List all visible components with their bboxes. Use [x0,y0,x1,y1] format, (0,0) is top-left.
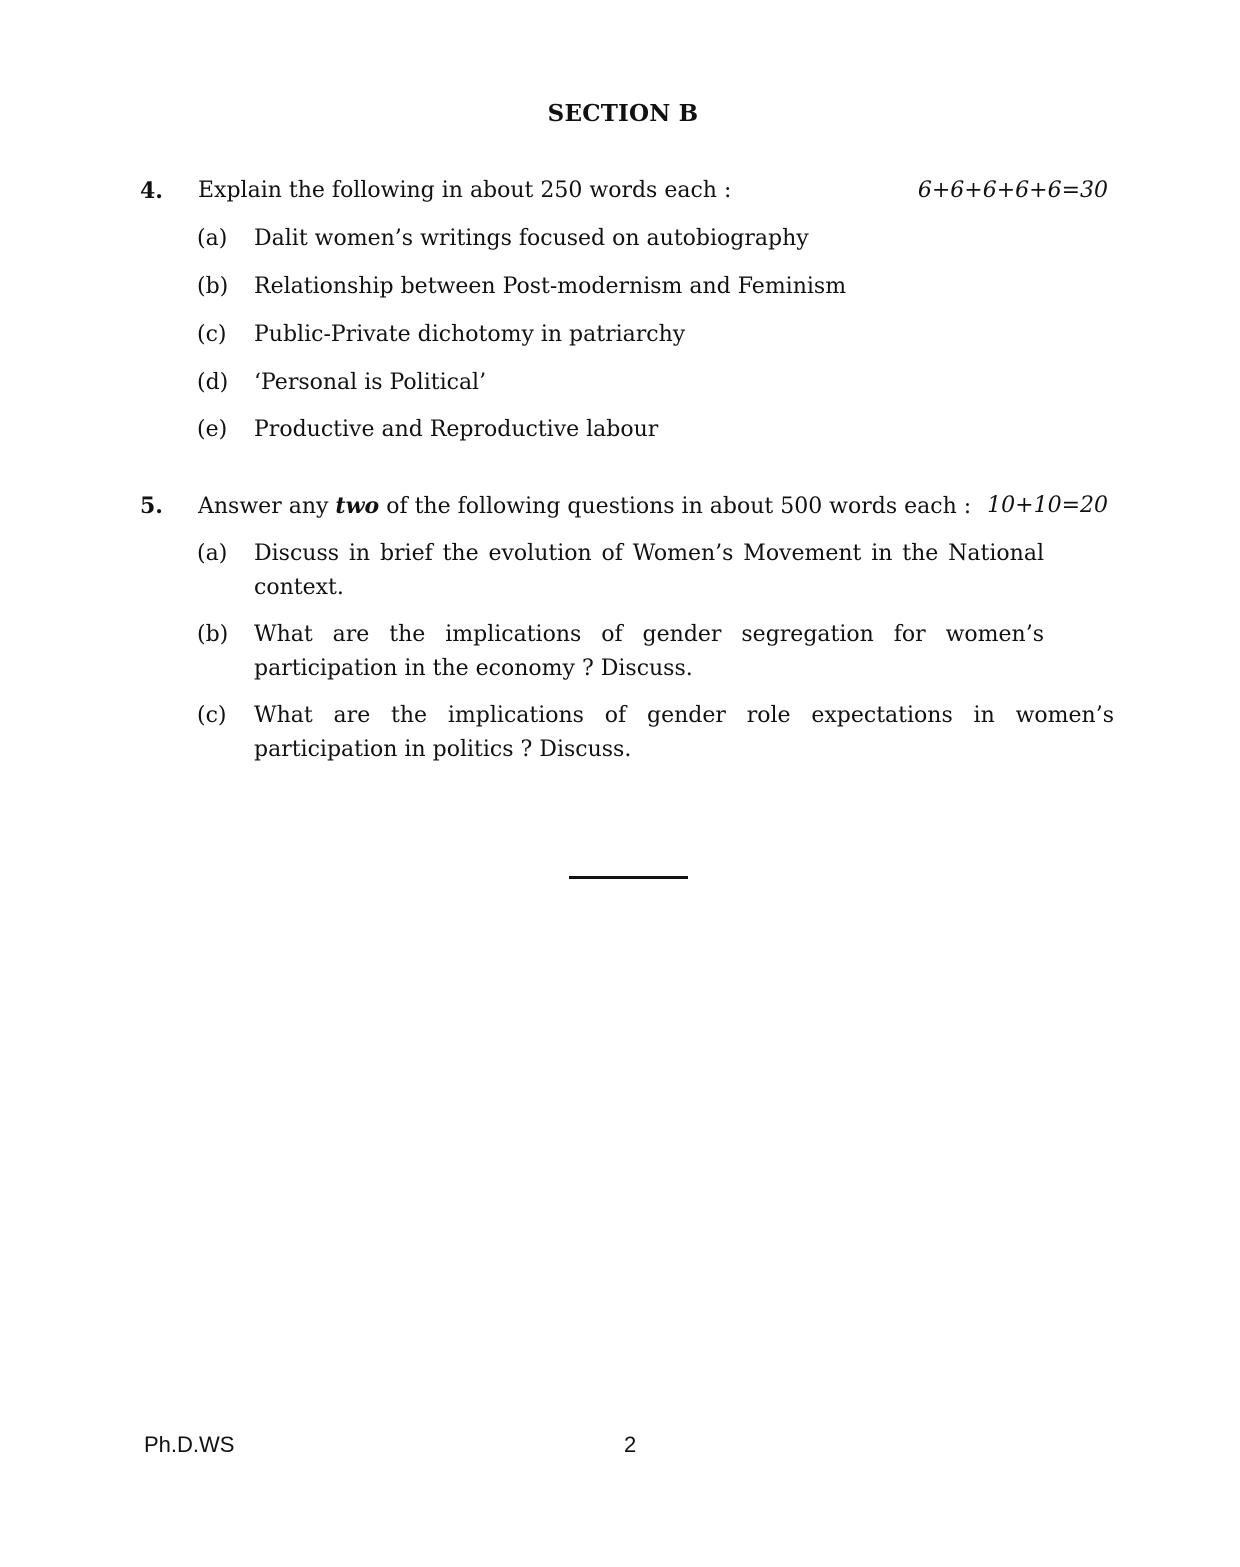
part-text: Relationship between Post-modernism and Feminism [254,274,847,299]
prompt-end: of the following questions in about 500 words each : [379,494,972,519]
paper-code: Ph.D.WS [144,1432,235,1457]
part-text: Dalit women’s writings focused on autobiography [254,226,809,251]
question-marks: 6+6+6+6+6=30 [917,178,1108,203]
part-text: Productive and Reproductive labour [254,417,659,442]
question-prompt: Explain the following in about 250 words each : [198,178,732,203]
prompt-emphasis: two [335,493,380,519]
prompt-start: Answer any [198,494,336,519]
part-text: What are the implications of gender role expectations in women’s participation in politics ? Discuss. [254,703,1114,762]
part-label: (b) [197,274,229,299]
end-of-paper-rule [569,876,688,879]
part-label: (a) [197,226,228,251]
part-label: (a) [197,541,228,566]
part-text: Public-Private dichotomy in patriarchy [254,322,686,347]
part-text: Discuss in brief the evolution of Women’s Movement in the National context. [254,541,1044,600]
part-text: What are the implications of gender segregation for women’s participation in the economy ? Discuss. [254,622,1044,681]
section-title: SECTION B [547,100,699,127]
question-number: 5. [140,493,163,519]
part-label: (d) [197,370,229,395]
question-number: 4. [140,178,163,204]
part-label: (b) [197,622,229,647]
page-number: 2 [624,1432,637,1457]
part-text: ‘Personal is Political’ [254,370,487,395]
part-label: (e) [197,417,228,442]
question-marks: 10+10=20 [987,493,1108,518]
question-prompt [198,490,971,523]
part-label: (c) [197,322,227,347]
part-label: (c) [197,703,227,728]
